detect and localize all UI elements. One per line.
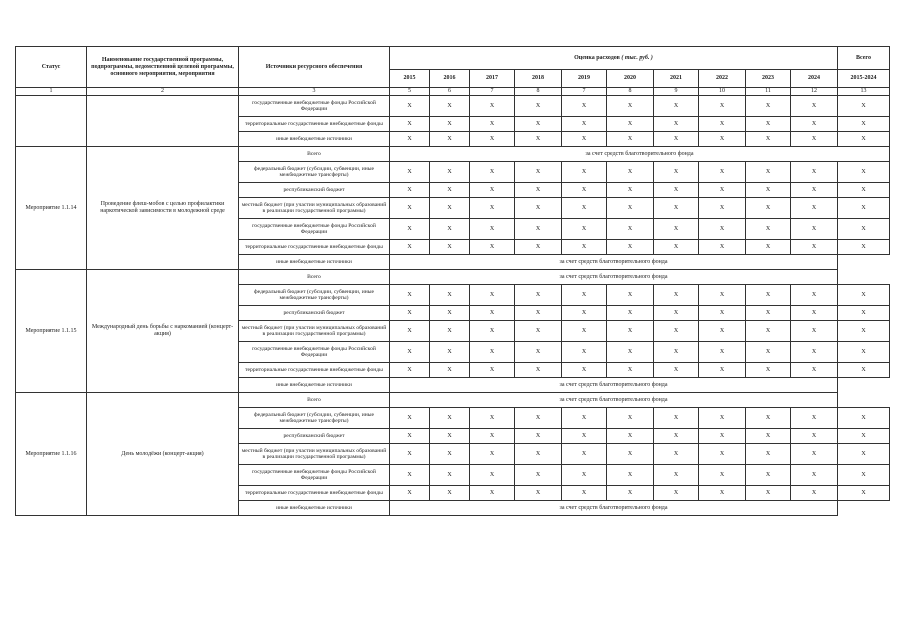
value-cell: X — [838, 306, 890, 321]
value-cell: X — [838, 444, 890, 465]
header-year: 2024 — [791, 70, 838, 88]
value-cell: X — [699, 96, 746, 117]
source-other: иные внебюджетные источники — [239, 378, 390, 393]
value-cell: X — [607, 429, 654, 444]
charity-note: за счет средств благотворительного фонда — [390, 393, 838, 408]
value-cell: X — [838, 219, 890, 240]
value-cell: X — [562, 198, 607, 219]
value-cell: X — [430, 429, 470, 444]
value-cell: X — [562, 408, 607, 429]
value-cell: X — [515, 132, 562, 147]
empty-cell — [838, 501, 890, 516]
value-cell: X — [838, 198, 890, 219]
value-cell: X — [654, 429, 699, 444]
value-cell: X — [607, 219, 654, 240]
value-cell: X — [430, 342, 470, 363]
value-cell: X — [562, 465, 607, 486]
value-cell: X — [430, 285, 470, 306]
value-cell: X — [654, 117, 699, 132]
value-cell: X — [654, 219, 699, 240]
value-cell: X — [746, 429, 791, 444]
value-cell: X — [430, 465, 470, 486]
value-cell: X — [470, 363, 515, 378]
header-year: 2020 — [607, 70, 654, 88]
value-cell: X — [562, 429, 607, 444]
value-cell: X — [746, 285, 791, 306]
value-cell: X — [390, 219, 430, 240]
value-cell: X — [699, 183, 746, 198]
value-cell: X — [654, 162, 699, 183]
value-cell: X — [791, 162, 838, 183]
column-number: 6 — [430, 88, 470, 96]
value-cell: X — [654, 285, 699, 306]
column-number: 12 — [791, 88, 838, 96]
value-cell: X — [470, 162, 515, 183]
source-local: местный бюджет (при участии муниципальных образований в реализации государственной программы) — [239, 321, 390, 342]
value-cell: X — [699, 429, 746, 444]
value-cell: X — [470, 285, 515, 306]
source-republic: республиканский бюджет — [239, 306, 390, 321]
value-cell: X — [791, 465, 838, 486]
value-cell: X — [746, 183, 791, 198]
value-cell: X — [699, 444, 746, 465]
value-cell: X — [470, 486, 515, 501]
value-cell: X — [607, 306, 654, 321]
value-cell: X — [470, 117, 515, 132]
value-cell: X — [654, 96, 699, 117]
value-cell: X — [607, 321, 654, 342]
value-cell: X — [562, 219, 607, 240]
value-cell: X — [699, 321, 746, 342]
value-cell: X — [607, 363, 654, 378]
value-cell: X — [791, 486, 838, 501]
value-cell: X — [607, 117, 654, 132]
value-cell: X — [562, 96, 607, 117]
value-cell: X — [838, 363, 890, 378]
value-cell: X — [515, 240, 562, 255]
value-cell: X — [654, 408, 699, 429]
value-cell: X — [746, 342, 791, 363]
value-cell: X — [390, 132, 430, 147]
value-cell: X — [791, 429, 838, 444]
value-cell: X — [607, 408, 654, 429]
value-cell: X — [470, 96, 515, 117]
event-name: Проведение флеш-мобов с целью профилактики наркотической зависимости в молодежной среде — [87, 147, 239, 270]
value-cell: X — [562, 162, 607, 183]
value-cell: X — [607, 162, 654, 183]
value-cell: X — [746, 162, 791, 183]
value-cell: X — [430, 444, 470, 465]
source-other: иные внебюджетные источники — [239, 255, 390, 270]
value-cell: X — [791, 342, 838, 363]
column-number: 1 — [16, 88, 87, 96]
resource-table-body — [16, 96, 890, 516]
value-cell: X — [562, 321, 607, 342]
source-gov-funds: государственные внебюджетные фонды Российской Федерации — [239, 465, 390, 486]
value-cell: X — [515, 486, 562, 501]
value-cell: X — [515, 183, 562, 198]
value-cell: X — [390, 444, 430, 465]
column-number: 5 — [390, 88, 430, 96]
header-source: Источники ресурсного обеспечения — [239, 47, 390, 88]
header-total: Всего — [838, 47, 890, 70]
value-cell: X — [838, 408, 890, 429]
value-cell: X — [607, 342, 654, 363]
value-cell: X — [470, 444, 515, 465]
value-cell: X — [515, 408, 562, 429]
value-cell: X — [390, 363, 430, 378]
value-cell: X — [838, 183, 890, 198]
value-cell: X — [791, 219, 838, 240]
value-cell: X — [838, 162, 890, 183]
value-cell: X — [390, 162, 430, 183]
header-numbers-row — [16, 88, 890, 96]
event-status: Мероприятие 1.1.16 — [16, 393, 87, 516]
charity-note: за счет средств благотворительного фонда — [390, 378, 838, 393]
header-year: 2023 — [746, 70, 791, 88]
source-gov-funds: государственные внебюджетные фонды Российской Федерации — [239, 219, 390, 240]
empty-cell — [838, 255, 890, 270]
value-cell: X — [746, 96, 791, 117]
value-cell: X — [515, 285, 562, 306]
value-cell: X — [791, 408, 838, 429]
header-year: 2017 — [470, 70, 515, 88]
value-cell: X — [562, 486, 607, 501]
header-total-period: 2015-2024 — [838, 70, 890, 88]
resource-table-container — [15, 46, 890, 516]
header-estimate — [390, 47, 838, 70]
value-cell: X — [430, 306, 470, 321]
column-number: 11 — [746, 88, 791, 96]
header-estimate-unit: ( тыс. руб. ) — [621, 54, 653, 61]
value-cell: X — [607, 132, 654, 147]
value-cell: X — [791, 96, 838, 117]
value-cell: X — [791, 321, 838, 342]
value-cell: X — [699, 117, 746, 132]
value-cell: X — [746, 132, 791, 147]
value-cell: X — [562, 342, 607, 363]
value-cell: X — [562, 117, 607, 132]
value-cell: X — [607, 198, 654, 219]
resource-table — [15, 46, 890, 516]
charity-note: за счет средств благотворительного фонда — [390, 501, 838, 516]
value-cell: X — [838, 285, 890, 306]
value-cell: X — [791, 183, 838, 198]
value-cell: X — [515, 342, 562, 363]
value-cell: X — [430, 96, 470, 117]
table-row — [16, 270, 890, 285]
value-cell: X — [699, 240, 746, 255]
header-estimate-label: Оценка расходов — [574, 54, 620, 61]
header-name: Наименование государственной программы, подпрограммы, ведомственной целевой программы, основного мероприятия, мероприятия — [87, 47, 239, 88]
value-cell: X — [607, 183, 654, 198]
value-cell: X — [390, 486, 430, 501]
value-cell: X — [515, 162, 562, 183]
source-gov-funds: государственные внебюджетные фонды Российской Федерации — [239, 342, 390, 363]
charity-note: за счет средств благотворительного фонда — [390, 255, 838, 270]
value-cell: X — [515, 444, 562, 465]
source-federal: федеральный бюджет (субсидии, субвенции, иные межбюджетные трансферты) — [239, 285, 390, 306]
value-cell: X — [430, 198, 470, 219]
value-cell: X — [470, 342, 515, 363]
column-number: 13 — [838, 88, 890, 96]
column-number: 7 — [470, 88, 515, 96]
charity-note: за счет средств благотворительного фонда — [390, 147, 890, 162]
value-cell: X — [838, 429, 890, 444]
value-cell: X — [746, 465, 791, 486]
value-cell: X — [654, 342, 699, 363]
value-cell: X — [699, 198, 746, 219]
value-cell: X — [515, 198, 562, 219]
value-cell: X — [791, 363, 838, 378]
column-number: 8 — [515, 88, 562, 96]
value-cell: X — [838, 240, 890, 255]
source-republic: республиканский бюджет — [239, 429, 390, 444]
header-status: Статус — [16, 47, 87, 88]
value-cell: X — [791, 306, 838, 321]
value-cell: X — [654, 306, 699, 321]
empty-cell — [838, 378, 890, 393]
column-number: 3 — [239, 88, 390, 96]
name-cell — [87, 96, 239, 147]
value-cell: X — [607, 240, 654, 255]
value-cell: X — [791, 240, 838, 255]
value-cell: X — [515, 96, 562, 117]
value-cell: X — [791, 198, 838, 219]
value-cell: X — [838, 132, 890, 147]
header-year: 2019 — [562, 70, 607, 88]
value-cell: X — [430, 219, 470, 240]
value-cell: X — [430, 240, 470, 255]
value-cell: X — [470, 198, 515, 219]
value-cell: X — [430, 162, 470, 183]
value-cell: X — [390, 96, 430, 117]
value-cell: X — [515, 363, 562, 378]
event-status: Мероприятие 1.1.15 — [16, 270, 87, 393]
value-cell: X — [390, 429, 430, 444]
event-name: Международный день борьбы с наркоманией (концерт-акция) — [87, 270, 239, 393]
value-cell: X — [390, 117, 430, 132]
value-cell: X — [562, 306, 607, 321]
value-cell: X — [562, 444, 607, 465]
value-cell: X — [470, 429, 515, 444]
source-total: Всего — [239, 147, 390, 162]
value-cell: X — [746, 219, 791, 240]
header-year: 2021 — [654, 70, 699, 88]
value-cell: X — [746, 117, 791, 132]
value-cell: X — [838, 96, 890, 117]
value-cell: X — [654, 465, 699, 486]
value-cell: X — [515, 117, 562, 132]
value-cell: X — [654, 321, 699, 342]
value-cell: X — [654, 183, 699, 198]
value-cell: X — [746, 444, 791, 465]
header-year: 2015 — [390, 70, 430, 88]
empty-cell — [838, 270, 890, 285]
source-republic: республиканский бюджет — [239, 183, 390, 198]
value-cell: X — [607, 96, 654, 117]
header-year: 2022 — [699, 70, 746, 88]
value-cell: X — [607, 444, 654, 465]
value-cell: X — [791, 132, 838, 147]
value-cell: X — [562, 363, 607, 378]
value-cell: X — [470, 219, 515, 240]
value-cell: X — [430, 363, 470, 378]
table-row — [16, 147, 890, 162]
value-cell: X — [791, 444, 838, 465]
value-cell: X — [746, 198, 791, 219]
value-cell: X — [390, 465, 430, 486]
value-cell: X — [838, 321, 890, 342]
value-cell: X — [791, 117, 838, 132]
value-cell: X — [699, 465, 746, 486]
value-cell: X — [746, 408, 791, 429]
value-cell: X — [838, 342, 890, 363]
header-year: 2018 — [515, 70, 562, 88]
value-cell: X — [390, 183, 430, 198]
value-cell: X — [791, 285, 838, 306]
column-number: 2 — [87, 88, 239, 96]
value-cell: X — [562, 183, 607, 198]
value-cell: X — [515, 219, 562, 240]
value-cell: X — [607, 486, 654, 501]
source-cell: территориальные государственные внебюджетные фонды — [239, 117, 390, 132]
event-name: День молодёжи (концерт-акция) — [87, 393, 239, 516]
value-cell: X — [746, 486, 791, 501]
value-cell: X — [430, 321, 470, 342]
value-cell: X — [746, 240, 791, 255]
value-cell: X — [654, 198, 699, 219]
source-terr-funds: территориальные государственные внебюджетные фонды — [239, 486, 390, 501]
event-status: Мероприятие 1.1.14 — [16, 147, 87, 270]
value-cell: X — [515, 465, 562, 486]
value-cell: X — [654, 486, 699, 501]
value-cell: X — [430, 486, 470, 501]
value-cell: X — [699, 219, 746, 240]
value-cell: X — [699, 486, 746, 501]
table-row — [16, 96, 890, 117]
value-cell: X — [470, 465, 515, 486]
value-cell: X — [838, 117, 890, 132]
value-cell: X — [838, 465, 890, 486]
source-cell: иные внебюджетные источники — [239, 132, 390, 147]
value-cell: X — [654, 444, 699, 465]
source-local: местный бюджет (при участии муниципальных образований в реализации государственной программы) — [239, 198, 390, 219]
source-federal: федеральный бюджет (субсидии, субвенции, иные межбюджетные трансферты) — [239, 162, 390, 183]
value-cell: X — [699, 132, 746, 147]
value-cell: X — [390, 306, 430, 321]
value-cell: X — [430, 132, 470, 147]
value-cell: X — [699, 408, 746, 429]
value-cell: X — [699, 342, 746, 363]
column-number: 10 — [699, 88, 746, 96]
value-cell: X — [470, 132, 515, 147]
value-cell: X — [470, 321, 515, 342]
value-cell: X — [390, 240, 430, 255]
value-cell: X — [390, 342, 430, 363]
value-cell: X — [699, 162, 746, 183]
source-other: иные внебюджетные источники — [239, 501, 390, 516]
value-cell: X — [470, 306, 515, 321]
value-cell: X — [430, 408, 470, 429]
value-cell: X — [562, 240, 607, 255]
status-cell — [16, 96, 87, 147]
source-total: Всего — [239, 393, 390, 408]
source-terr-funds: территориальные государственные внебюджетные фонды — [239, 363, 390, 378]
value-cell: X — [470, 240, 515, 255]
column-number: 8 — [607, 88, 654, 96]
empty-cell — [838, 393, 890, 408]
value-cell: X — [699, 285, 746, 306]
value-cell: X — [746, 321, 791, 342]
source-total: Всего — [239, 270, 390, 285]
value-cell: X — [838, 486, 890, 501]
source-local: местный бюджет (при участии муниципальных образований в реализации государственной программы) — [239, 444, 390, 465]
value-cell: X — [515, 321, 562, 342]
source-cell: государственные внебюджетные фонды Российской Федерации — [239, 96, 390, 117]
column-number: 7 — [562, 88, 607, 96]
value-cell: X — [430, 117, 470, 132]
source-terr-funds: территориальные государственные внебюджетные фонды — [239, 240, 390, 255]
value-cell: X — [390, 321, 430, 342]
value-cell: X — [390, 285, 430, 306]
value-cell: X — [746, 363, 791, 378]
value-cell: X — [390, 198, 430, 219]
value-cell: X — [470, 408, 515, 429]
value-cell: X — [390, 408, 430, 429]
value-cell: X — [699, 363, 746, 378]
table-row — [16, 393, 890, 408]
value-cell: X — [562, 132, 607, 147]
value-cell: X — [746, 306, 791, 321]
value-cell: X — [515, 306, 562, 321]
value-cell: X — [607, 285, 654, 306]
source-federal: федеральный бюджет (субсидии, субвенции, иные межбюджетные трансферты) — [239, 408, 390, 429]
value-cell: X — [654, 363, 699, 378]
value-cell: X — [470, 183, 515, 198]
value-cell: X — [654, 132, 699, 147]
value-cell: X — [607, 465, 654, 486]
charity-note: за счет средств благотворительного фонда — [390, 270, 838, 285]
value-cell: X — [430, 183, 470, 198]
value-cell: X — [699, 306, 746, 321]
value-cell: X — [515, 429, 562, 444]
value-cell: X — [654, 240, 699, 255]
value-cell: X — [562, 285, 607, 306]
column-number: 9 — [654, 88, 699, 96]
header-year: 2016 — [430, 70, 470, 88]
